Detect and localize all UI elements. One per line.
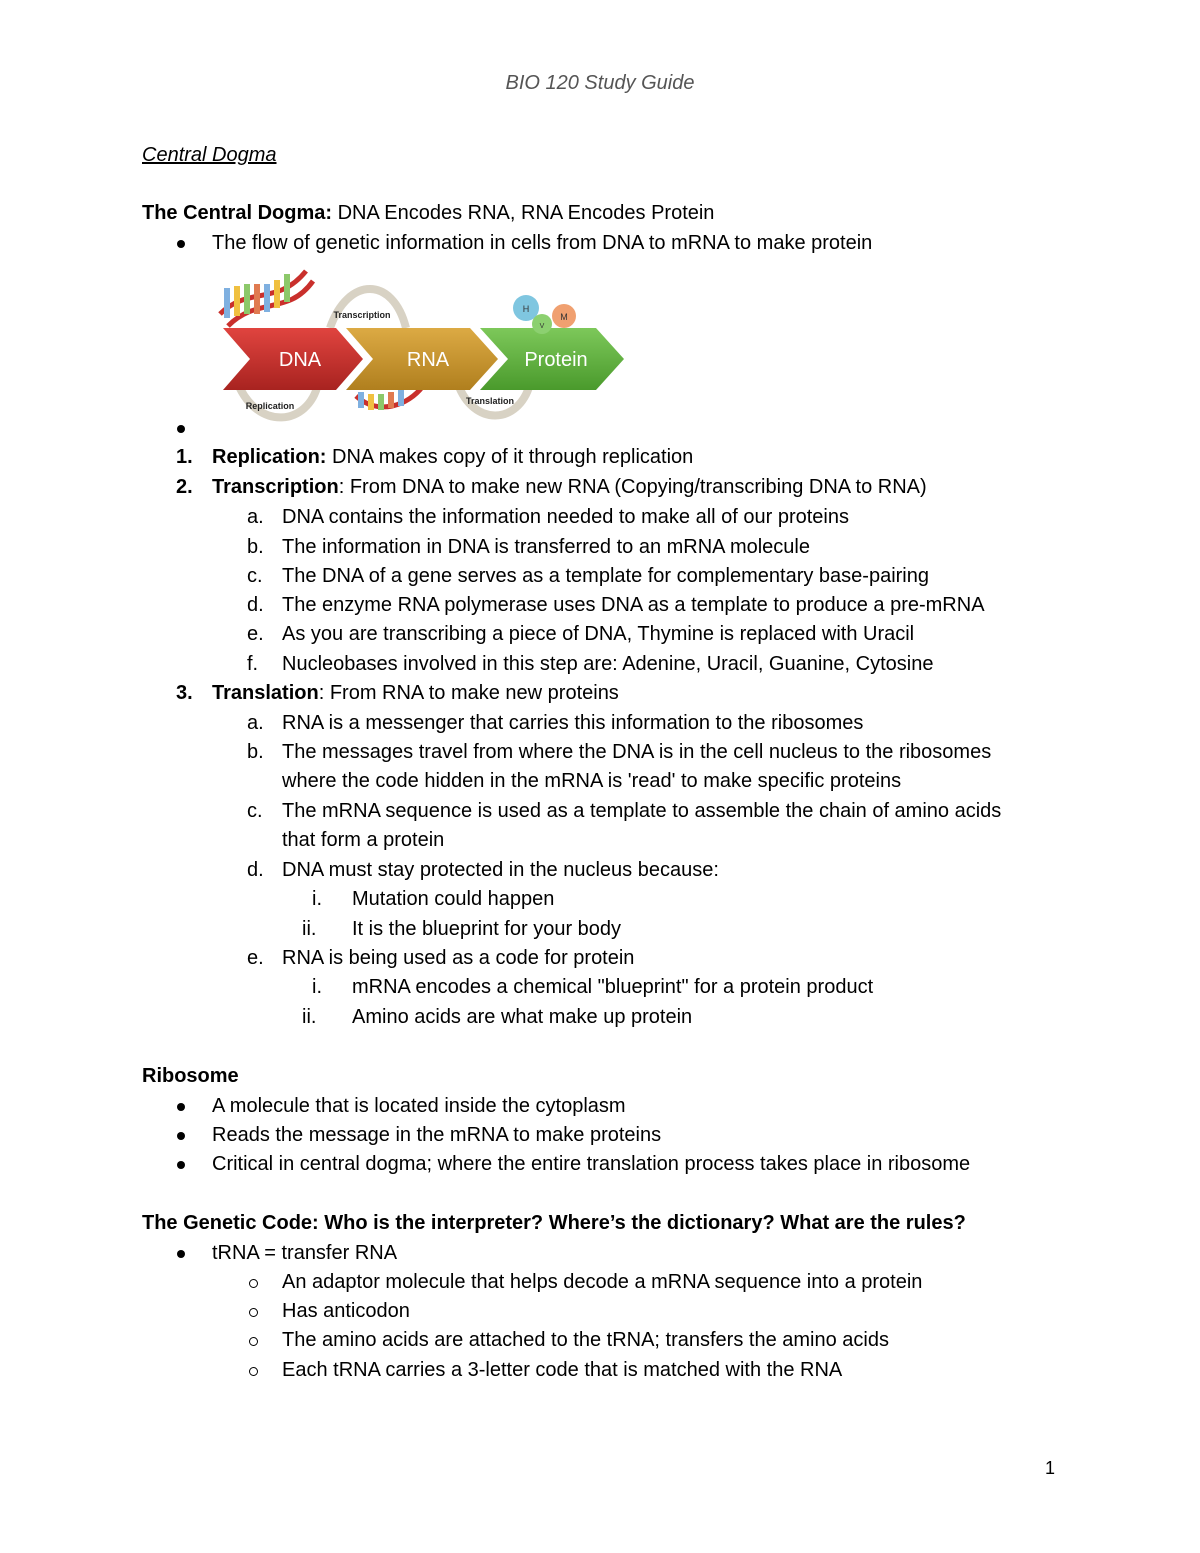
ball-m-label: M bbox=[560, 312, 568, 322]
item-text: : From DNA to make new RNA (Copying/transcribing DNA to RNA) bbox=[338, 476, 927, 498]
sub-letter: b. bbox=[247, 536, 264, 558]
sub-item-text-continued: that form a protein bbox=[282, 829, 445, 851]
sub-item-text: The mRNA sequence is used as a template to assemble the chain of amino acids bbox=[282, 800, 1002, 822]
roman-item-text: Mutation could happen bbox=[352, 888, 555, 910]
bullet-dot bbox=[177, 240, 185, 248]
sub-item-text: RNA is being used as a code for protein bbox=[282, 947, 635, 969]
sub-item-text: DNA must stay protected in the nucleus because: bbox=[282, 859, 719, 881]
roman-numeral: i. bbox=[312, 976, 322, 998]
definition-term: The Central Dogma: bbox=[142, 202, 333, 224]
sub-letter: a. bbox=[247, 506, 264, 528]
sub-letter: d. bbox=[247, 859, 264, 881]
bullet-dot-empty bbox=[177, 425, 185, 433]
roman-numeral: i. bbox=[312, 888, 322, 910]
roman-item-text: mRNA encodes a chemical "blueprint" for a protein product bbox=[352, 976, 874, 998]
ball-v-label: V bbox=[539, 323, 545, 330]
page-header: BIO 120 Study Guide bbox=[505, 72, 695, 94]
item-text: : From RNA to make new proteins bbox=[318, 682, 619, 704]
item-transcription bbox=[212, 475, 927, 499]
genetic-code-sub-item: Each tRNA carries a 3-letter code that is matched with the RNA bbox=[282, 1359, 843, 1381]
item-number: 2. bbox=[176, 476, 193, 498]
translation-label: Translation bbox=[465, 396, 515, 406]
sub-letter: e. bbox=[247, 947, 264, 969]
item-number: 3. bbox=[176, 682, 193, 704]
bullet-ring bbox=[249, 1337, 258, 1346]
item-term: Transcription bbox=[212, 476, 339, 498]
section-title-central-dogma: Central Dogma bbox=[142, 144, 277, 166]
genetic-code-sub-item: The amino acids are attached to the tRNA; transfers the amino acids bbox=[282, 1329, 889, 1351]
transcription-label: Transcription bbox=[333, 310, 391, 320]
rna-label: RNA bbox=[406, 349, 450, 371]
sub-item-text: The enzyme RNA polymerase uses DNA as a template to produce a pre-mRNA bbox=[282, 594, 985, 616]
dna-label: DNA bbox=[278, 349, 322, 371]
roman-item-text: It is the blueprint for your body bbox=[352, 918, 622, 940]
ball-h-label: H bbox=[522, 304, 530, 314]
bullet-dot bbox=[177, 1161, 185, 1169]
sub-item-text: DNA contains the information needed to make all of our proteins bbox=[282, 506, 849, 528]
item-text: DNA makes copy of it through replication bbox=[326, 446, 694, 468]
ribosome-bullet: Reads the message in the mRNA to make proteins bbox=[212, 1124, 662, 1146]
roman-numeral: ii. bbox=[302, 918, 317, 940]
genetic-code-sub-item: An adaptor molecule that helps decode a mRNA sequence into a protein bbox=[282, 1271, 923, 1293]
sub-item-text: RNA is a messenger that carries this information to the ribosomes bbox=[282, 712, 864, 734]
sub-letter: e. bbox=[247, 623, 264, 645]
sub-letter: d. bbox=[247, 594, 264, 616]
sub-letter: c. bbox=[247, 800, 263, 822]
sub-item-text-continued: where the code hidden in the mRNA is 'read' to make specific proteins bbox=[282, 770, 902, 792]
central-dogma-definition bbox=[142, 201, 714, 225]
section-title-genetic-code: The Genetic Code: Who is the interpreter? Where’s the dictionary? What are the rules? bbox=[142, 1212, 966, 1234]
sub-letter: c. bbox=[247, 565, 263, 587]
sub-letter: a. bbox=[247, 712, 264, 734]
roman-numeral: ii. bbox=[302, 1006, 317, 1028]
bullet-dot bbox=[177, 1132, 185, 1140]
bullet-ring bbox=[249, 1367, 258, 1376]
genetic-code-bullet: tRNA = transfer RNA bbox=[212, 1242, 398, 1264]
sub-letter: f. bbox=[247, 653, 259, 675]
ribosome-bullet: Critical in central dogma; where the entire translation process takes place in ribosome bbox=[212, 1153, 971, 1175]
sub-item-text: The DNA of a gene serves as a template for complementary base-pairing bbox=[282, 565, 929, 587]
item-translation bbox=[212, 681, 619, 705]
sub-item-text: The messages travel from where the DNA is in the cell nucleus to the ribosomes bbox=[282, 741, 992, 763]
roman-item-text: Amino acids are what make up protein bbox=[352, 1006, 693, 1028]
dna-helix-icon bbox=[220, 271, 313, 326]
bullet-ring bbox=[249, 1279, 258, 1288]
transcription-arc bbox=[330, 289, 406, 328]
ribosome-bullet: A molecule that is located inside the cytoplasm bbox=[212, 1095, 626, 1117]
sub-item-text: As you are transcribing a piece of DNA, Thymine is replaced with Uracil bbox=[282, 623, 915, 645]
bullet-ring bbox=[249, 1308, 258, 1317]
item-term: Replication: bbox=[212, 446, 327, 468]
bullet-dot bbox=[177, 1250, 185, 1258]
item-term: Translation bbox=[212, 682, 319, 704]
sub-item-text: The information in DNA is transferred to an mRNA molecule bbox=[282, 536, 810, 558]
bullet-dot bbox=[177, 1103, 185, 1111]
item-number: 1. bbox=[176, 446, 193, 468]
bullet-text: The flow of genetic information in cells from DNA to mRNA to make protein bbox=[212, 232, 873, 254]
definition-text: DNA Encodes RNA, RNA Encodes Protein bbox=[332, 202, 715, 224]
replication-label: Replication bbox=[245, 401, 295, 411]
central-dogma-diagram bbox=[218, 266, 628, 426]
sub-item-text: Nucleobases involved in this step are: Adenine, Uracil, Guanine, Cytosine bbox=[282, 653, 934, 675]
genetic-code-sub-item: Has anticodon bbox=[282, 1300, 410, 1322]
sub-letter: b. bbox=[247, 741, 264, 763]
protein-label: Protein bbox=[524, 349, 588, 371]
item-replication bbox=[212, 445, 693, 469]
page-number: 1 bbox=[1044, 1458, 1055, 1478]
section-title-ribosome: Ribosome bbox=[142, 1065, 239, 1087]
